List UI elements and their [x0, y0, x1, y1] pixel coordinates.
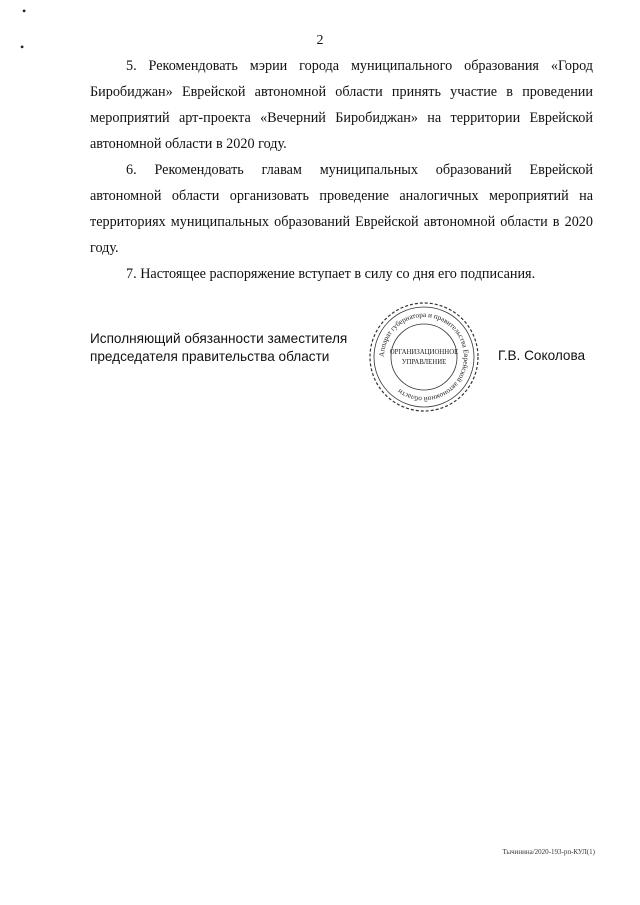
- document-code: Тычинина/2020-193-рп-КУЛ(1): [502, 848, 595, 856]
- margin-mark: •: [20, 40, 25, 54]
- stamp-center-line1: ОРГАНИЗАЦИОННОЕ: [389, 349, 459, 356]
- signatory-position-line1: Исполняющий обязанности заместителя: [90, 331, 348, 346]
- paragraph-6: 6. Рекомендовать главам муниципальных образований Еврейской автономной области организовать проведение аналогичных мероприятий на территориях муниципальных образований Еврейской автономной области в 2020 году.: [90, 162, 593, 256]
- stamp-center-line2: УПРАВЛЕНИЕ: [401, 359, 447, 366]
- signatory-name: Г.В. Соколова: [498, 348, 586, 363]
- signatory-position-line2: председателя правительства области: [90, 349, 330, 364]
- margin-mark: •: [22, 4, 27, 18]
- official-stamp: [360, 300, 488, 414]
- signatory-position: [90, 330, 347, 366]
- paragraph-5: 5. Рекомендовать мэрии города муниципального образования «Город Биробиджан» Еврейской автономной области принять участие в проведении мероприятий арт-проекта «Вечерний Биробиджан» на территории Еврейской автономной области в 2020 году.: [90, 58, 593, 152]
- paragraph-7: 7. Настоящее распоряжение вступает в силу со дня его подписания.: [126, 266, 536, 282]
- stamp-outer-text: Аппарат губернатора и правительства Еврейской автономной области: [377, 310, 471, 404]
- svg-text:Аппарат губернатора и правител: [378, 311, 470, 403]
- page-number: 2: [316, 33, 324, 48]
